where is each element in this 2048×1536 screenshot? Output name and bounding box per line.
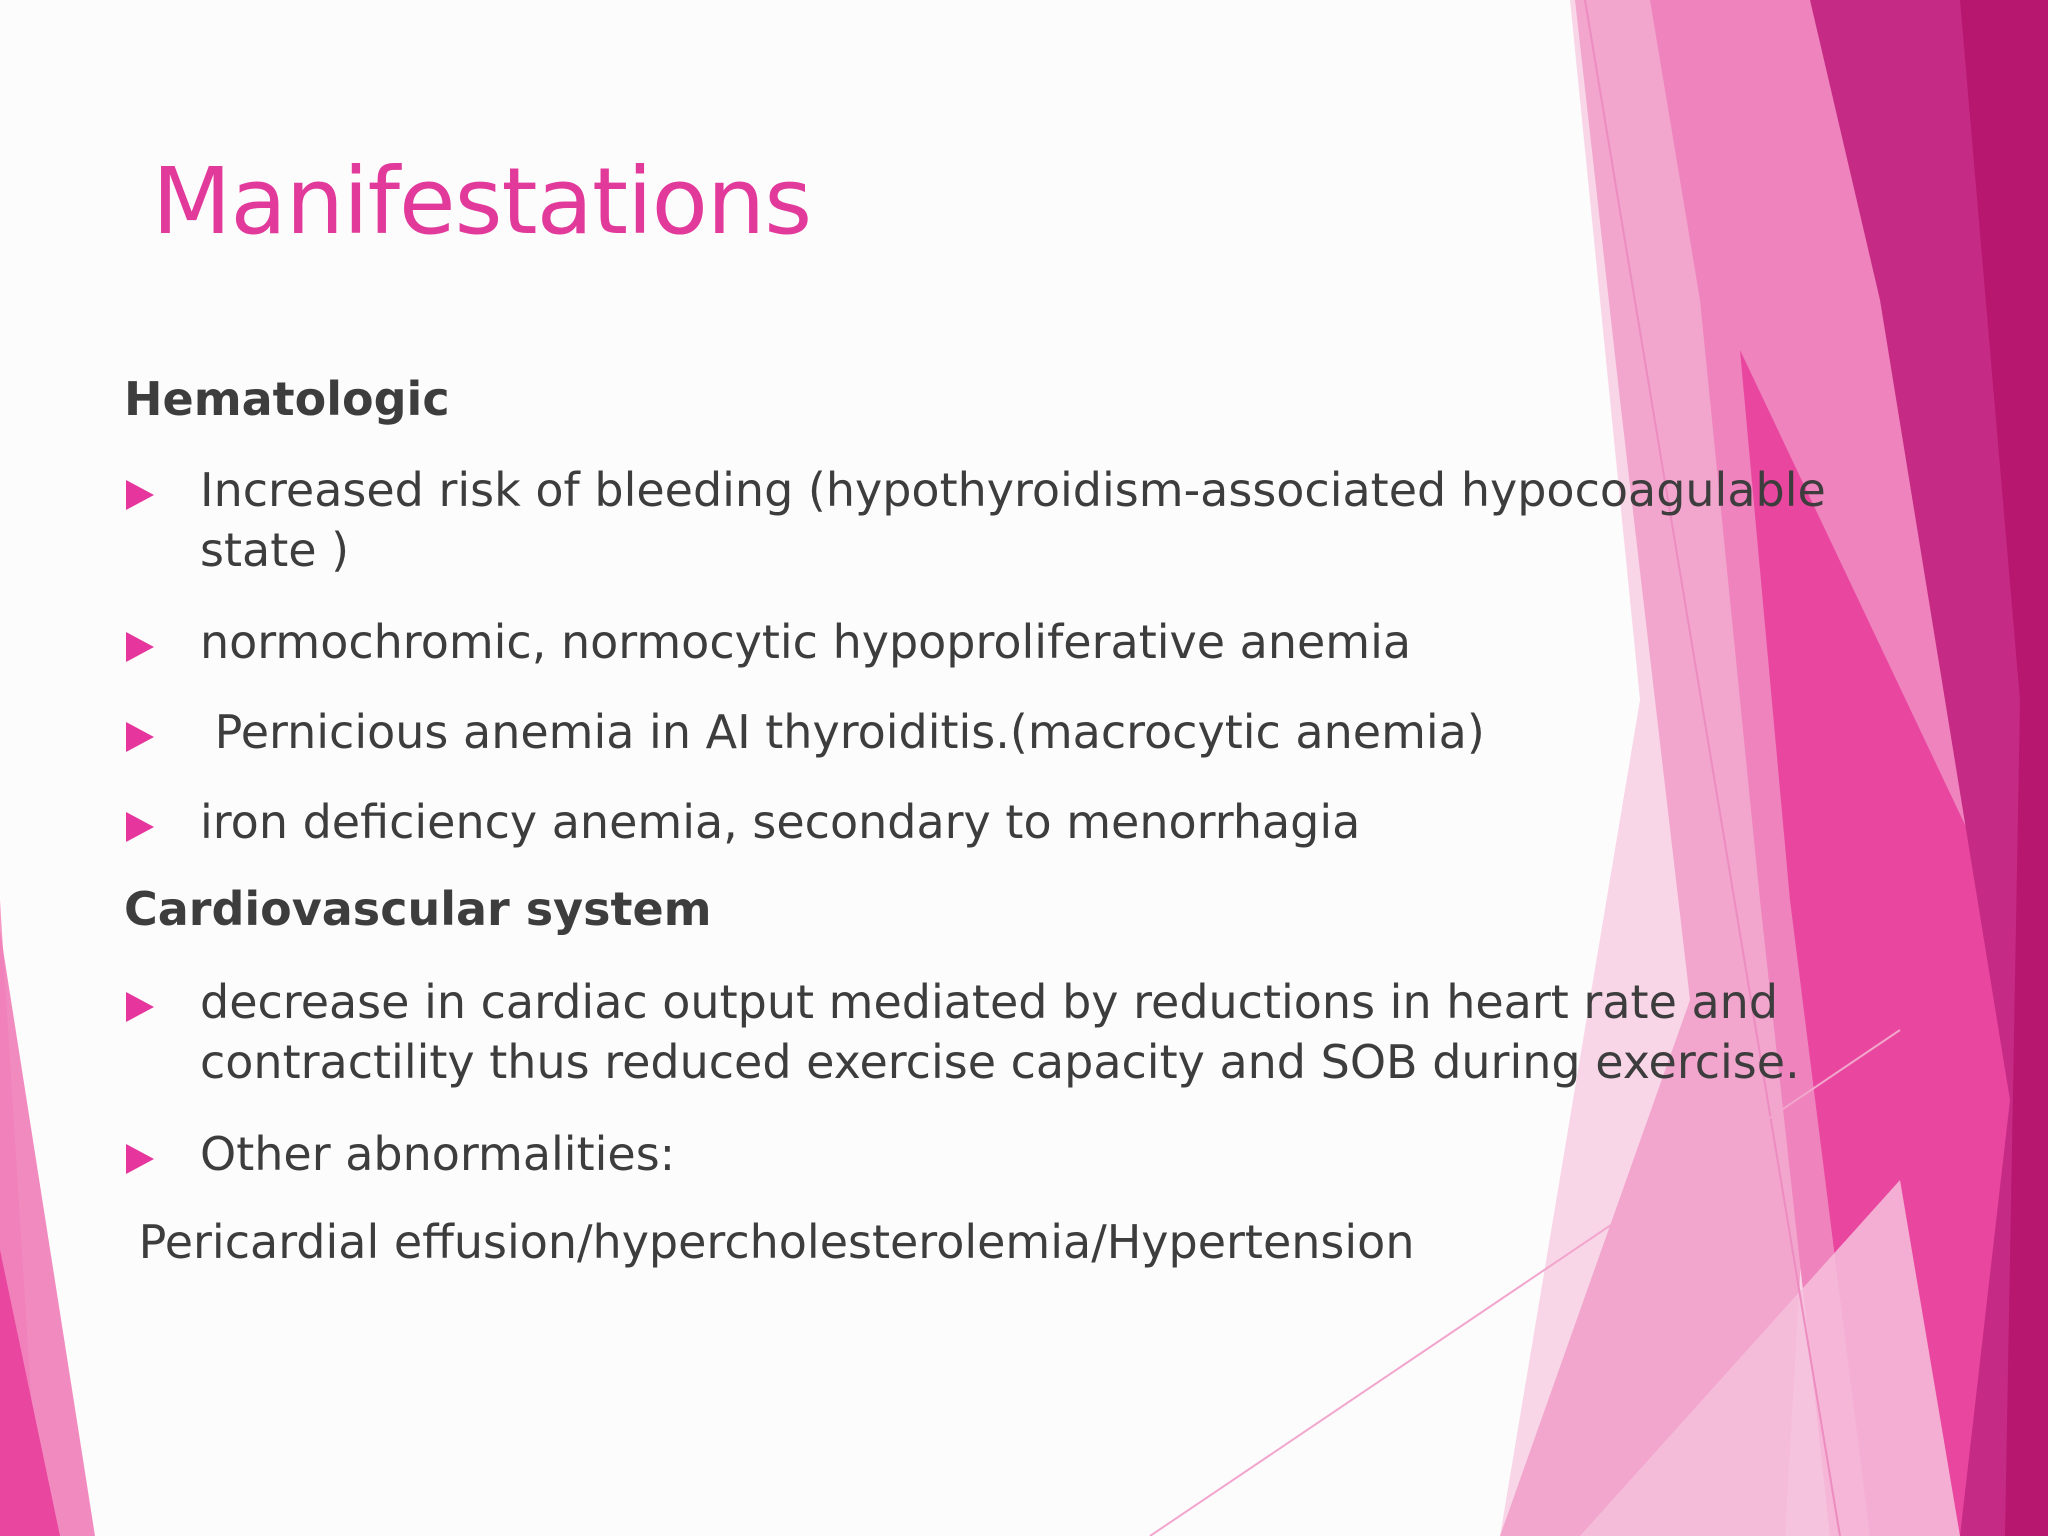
- triangle-bullet-icon: [126, 722, 154, 752]
- slide-title: Manifestations: [152, 148, 812, 255]
- bullet-text: Pernicious anemia in AI thyroiditis.(macrocytic anemia): [200, 705, 1485, 759]
- triangle-bullet-icon: [126, 812, 154, 842]
- section-heading-hematologic: Hematologic: [124, 372, 450, 426]
- section-heading-cardiovascular: Cardiovascular system: [124, 882, 712, 936]
- bullet-text: normochromic, normocytic hypoproliferative anemia: [200, 615, 1412, 669]
- bullet-text: decrease in cardiac output mediated by reductions in heart rate and contractility thus reduced exercise capacity and SOB during exercise.: [200, 975, 1800, 1089]
- triangle-bullet-icon: [126, 632, 154, 662]
- triangle-bullet-icon: [126, 480, 154, 510]
- other-abnormalities-text: Pericardial effusion/hypercholesterolemia/Hypertension: [124, 1215, 1415, 1269]
- bullet-text: iron deficiency anemia, secondary to menorrhagia: [200, 795, 1361, 849]
- bullet-text: Increased risk of bleeding (hypothyroidism-associated hypocoagulable state ): [200, 463, 1826, 577]
- bullet-text: Other abnormalities:: [200, 1127, 676, 1181]
- triangle-bullet-icon: [126, 1144, 154, 1174]
- triangle-bullet-icon: [126, 992, 154, 1022]
